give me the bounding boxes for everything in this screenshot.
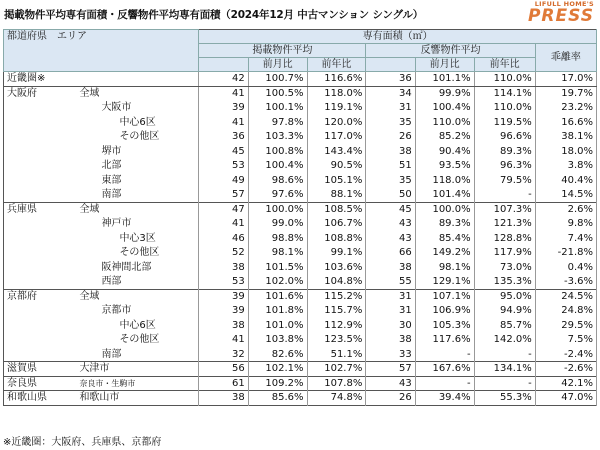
- cell-listed-mom: 100.5%: [248, 86, 307, 101]
- cell-inquiry-area: 36: [366, 72, 415, 87]
- cell-name: 北部: [76, 159, 198, 174]
- cell-inquiry-area: 43: [366, 231, 415, 246]
- cell-inquiry-mom: 85.2%: [415, 130, 474, 145]
- cell-inquiry-yoy: -: [474, 376, 535, 391]
- cell-listed-mom: 100.1%: [248, 101, 307, 116]
- cell-listed-area: 41: [199, 115, 248, 130]
- cell-inquiry-yoy: 121.3%: [474, 217, 535, 232]
- cell-listed-yoy: 108.8%: [307, 231, 366, 246]
- cell-listed-yoy: 106.7%: [307, 217, 366, 232]
- cell-inquiry-mom: 118.0%: [415, 173, 474, 188]
- cell-area: 近畿圏※: [4, 72, 77, 87]
- col-header-listed-mom: 前月比: [248, 58, 307, 72]
- cell-area: [4, 130, 77, 145]
- cell-listed-area: 38: [199, 391, 248, 406]
- cell-inquiry-mom: 85.4%: [415, 231, 474, 246]
- cell-listed-area: 42: [199, 72, 248, 87]
- cell-listed-area: 41: [199, 333, 248, 348]
- cell-inquiry-area: 35: [366, 173, 415, 188]
- cell-inquiry-yoy: 95.0%: [474, 289, 535, 304]
- cell-name: 和歌山市: [76, 391, 198, 406]
- cell-listed-mom: 85.6%: [248, 391, 307, 406]
- col-header-divergence: 乖離率: [535, 44, 596, 72]
- table-row: [4, 333, 597, 348]
- cell-divergence: 14.5%: [535, 188, 596, 203]
- cell-inquiry-area: 38: [366, 260, 415, 275]
- table-row: [4, 231, 597, 246]
- cell-area: 滋賀県: [4, 362, 77, 377]
- cell-inquiry-yoy: 96.3%: [474, 159, 535, 174]
- cell-divergence: 24.5%: [535, 289, 596, 304]
- table-row: [4, 86, 597, 101]
- cell-listed-area: 53: [199, 159, 248, 174]
- cell-inquiry-mom: 101.4%: [415, 188, 474, 203]
- table-row: [4, 217, 597, 232]
- cell-listed-mom: 100.4%: [248, 159, 307, 174]
- cell-inquiry-area: 43: [366, 376, 415, 391]
- cell-listed-mom: 99.0%: [248, 217, 307, 232]
- cell-divergence: -21.8%: [535, 246, 596, 261]
- cell-listed-area: 39: [199, 304, 248, 319]
- cell-inquiry-area: 26: [366, 391, 415, 406]
- area-table: [3, 29, 597, 406]
- cell-inquiry-yoy: 79.5%: [474, 173, 535, 188]
- table-row: [4, 275, 597, 290]
- cell-listed-yoy: 90.5%: [307, 159, 366, 174]
- cell-area: [4, 188, 77, 203]
- cell-listed-mom: 82.6%: [248, 347, 307, 362]
- cell-inquiry-area: 66: [366, 246, 415, 261]
- cell-area: [4, 115, 77, 130]
- cell-listed-yoy: 116.6%: [307, 72, 366, 87]
- cell-name: 大阪市: [76, 101, 198, 116]
- table-row: [4, 101, 597, 116]
- cell-area: [4, 333, 77, 348]
- cell-listed-mom: 101.6%: [248, 289, 307, 304]
- cell-listed-area: 41: [199, 217, 248, 232]
- cell-inquiry-area: 38: [366, 333, 415, 348]
- cell-listed-area: 36: [199, 130, 248, 145]
- table-row: [4, 130, 597, 145]
- cell-inquiry-yoy: 94.9%: [474, 304, 535, 319]
- cell-divergence: 29.5%: [535, 318, 596, 333]
- cell-inquiry-mom: 100.0%: [415, 202, 474, 217]
- cell-inquiry-mom: 100.4%: [415, 101, 474, 116]
- cell-listed-area: 57: [199, 188, 248, 203]
- cell-inquiry-area: 26: [366, 130, 415, 145]
- table-row: [4, 304, 597, 319]
- cell-inquiry-area: 33: [366, 347, 415, 362]
- cell-listed-yoy: 105.1%: [307, 173, 366, 188]
- cell-name: 全域: [76, 289, 198, 304]
- cell-inquiry-area: 34: [366, 86, 415, 101]
- cell-listed-yoy: 117.0%: [307, 130, 366, 145]
- cell-listed-area: 46: [199, 231, 248, 246]
- col-header-inquiry: 反響物件平均: [366, 44, 535, 58]
- cell-inquiry-yoy: 110.0%: [474, 101, 535, 116]
- cell-listed-area: 56: [199, 362, 248, 377]
- cell-inquiry-area: 50: [366, 188, 415, 203]
- cell-inquiry-yoy: 89.3%: [474, 144, 535, 159]
- cell-inquiry-yoy: 117.9%: [474, 246, 535, 261]
- cell-inquiry-area: 31: [366, 101, 415, 116]
- table-row: [4, 391, 597, 406]
- cell-divergence: 47.0%: [535, 391, 596, 406]
- cell-inquiry-mom: 89.3%: [415, 217, 474, 232]
- footnote: ※近畿圏：大阪府、兵庫県、京都府: [3, 437, 162, 448]
- cell-inquiry-yoy: 142.0%: [474, 333, 535, 348]
- cell-area: [4, 275, 77, 290]
- cell-listed-area: 45: [199, 144, 248, 159]
- cell-inquiry-area: 51: [366, 159, 415, 174]
- cell-area: [4, 231, 77, 246]
- table-row: [4, 72, 597, 87]
- cell-name: その他区: [76, 333, 198, 348]
- cell-listed-yoy: 112.9%: [307, 318, 366, 333]
- cell-area: [4, 304, 77, 319]
- cell-inquiry-yoy: -: [474, 188, 535, 203]
- cell-inquiry-yoy: 128.8%: [474, 231, 535, 246]
- cell-listed-mom: 97.8%: [248, 115, 307, 130]
- cell-listed-yoy: 104.8%: [307, 275, 366, 290]
- cell-inquiry-yoy: 135.3%: [474, 275, 535, 290]
- table-row: [4, 376, 597, 391]
- cell-area: [4, 144, 77, 159]
- cell-listed-mom: 101.0%: [248, 318, 307, 333]
- col-header-inquiry-yoy: 前年比: [474, 58, 535, 72]
- cell-area: [4, 101, 77, 116]
- cell-listed-mom: 98.1%: [248, 246, 307, 261]
- cell-listed-area: 61: [199, 376, 248, 391]
- table-row: [4, 246, 597, 261]
- cell-area: 和歌山県: [4, 391, 77, 406]
- cell-inquiry-mom: 99.9%: [415, 86, 474, 101]
- col-header-pref-area: 都道府県 エリア: [4, 30, 199, 72]
- brand-logo: [514, 0, 594, 24]
- cell-inquiry-mom: 167.6%: [415, 362, 474, 377]
- cell-inquiry-yoy: 55.3%: [474, 391, 535, 406]
- cell-listed-mom: 101.5%: [248, 260, 307, 275]
- brand-name: PRESS: [527, 6, 594, 26]
- cell-inquiry-yoy: 134.1%: [474, 362, 535, 377]
- cell-name: 中心6区: [76, 318, 198, 333]
- cell-listed-mom: 101.8%: [248, 304, 307, 319]
- cell-divergence: 16.6%: [535, 115, 596, 130]
- cell-listed-area: 53: [199, 275, 248, 290]
- cell-listed-mom: 103.8%: [248, 333, 307, 348]
- cell-inquiry-mom: 149.2%: [415, 246, 474, 261]
- table-row: [4, 188, 597, 203]
- cell-divergence: 9.8%: [535, 217, 596, 232]
- cell-divergence: 7.5%: [535, 333, 596, 348]
- cell-divergence: 24.8%: [535, 304, 596, 319]
- cell-inquiry-mom: 110.0%: [415, 115, 474, 130]
- cell-inquiry-mom: 39.4%: [415, 391, 474, 406]
- cell-inquiry-yoy: 107.3%: [474, 202, 535, 217]
- cell-listed-area: 41: [199, 86, 248, 101]
- cell-listed-yoy: 103.6%: [307, 260, 366, 275]
- cell-area: [4, 159, 77, 174]
- cell-listed-yoy: 107.8%: [307, 376, 366, 391]
- cell-listed-area: 47: [199, 202, 248, 217]
- cell-listed-mom: 100.0%: [248, 202, 307, 217]
- cell-name: その他区: [76, 246, 198, 261]
- cell-inquiry-mom: -: [415, 347, 474, 362]
- cell-listed-yoy: 115.2%: [307, 289, 366, 304]
- cell-inquiry-yoy: 85.7%: [474, 318, 535, 333]
- cell-inquiry-mom: 117.6%: [415, 333, 474, 348]
- cell-divergence: 40.4%: [535, 173, 596, 188]
- cell-inquiry-area: 30: [366, 318, 415, 333]
- col-header-group: 専有面積（㎡）: [199, 30, 597, 44]
- cell-name: 神戸市: [76, 217, 198, 232]
- cell-listed-yoy: 51.1%: [307, 347, 366, 362]
- table-row: [4, 159, 597, 174]
- table-row: [4, 260, 597, 275]
- cell-divergence: -3.6%: [535, 275, 596, 290]
- cell-inquiry-yoy: 96.6%: [474, 130, 535, 145]
- cell-area: 兵庫県: [4, 202, 77, 217]
- cell-listed-yoy: 99.1%: [307, 246, 366, 261]
- brand-subtitle: LIFULL HOME'S: [534, 0, 594, 8]
- cell-divergence: 18.0%: [535, 144, 596, 159]
- cell-name: その他区: [76, 130, 198, 145]
- cell-inquiry-area: 31: [366, 304, 415, 319]
- cell-listed-yoy: 123.5%: [307, 333, 366, 348]
- table-body: [4, 72, 597, 406]
- cell-divergence: 3.8%: [535, 159, 596, 174]
- cell-inquiry-yoy: -: [474, 347, 535, 362]
- cell-name: 南部: [76, 347, 198, 362]
- cell-listed-mom: 98.8%: [248, 231, 307, 246]
- cell-listed-mom: 98.6%: [248, 173, 307, 188]
- cell-listed-area: 32: [199, 347, 248, 362]
- cell-area: [4, 246, 77, 261]
- cell-inquiry-yoy: 110.0%: [474, 72, 535, 87]
- cell-divergence: 2.6%: [535, 202, 596, 217]
- cell-listed-yoy: 88.1%: [307, 188, 366, 203]
- cell-listed-area: 39: [199, 289, 248, 304]
- cell-inquiry-mom: -: [415, 376, 474, 391]
- cell-listed-yoy: 74.8%: [307, 391, 366, 406]
- cell-name: [76, 72, 198, 87]
- cell-inquiry-area: 35: [366, 115, 415, 130]
- cell-name: 南部: [76, 188, 198, 203]
- cell-inquiry-mom: 106.9%: [415, 304, 474, 319]
- cell-name: 東部: [76, 173, 198, 188]
- page-title: 掲載物件平均専有面積・反響物件平均専有面積（2024年12月 中古マンション シングル）: [4, 9, 424, 21]
- cell-listed-area: 52: [199, 246, 248, 261]
- table-row: [4, 144, 597, 159]
- cell-inquiry-area: 43: [366, 217, 415, 232]
- cell-inquiry-area: 45: [366, 202, 415, 217]
- cell-divergence: 19.7%: [535, 86, 596, 101]
- cell-inquiry-area: 57: [366, 362, 415, 377]
- cell-divergence: 42.1%: [535, 376, 596, 391]
- cell-name: 中心6区: [76, 115, 198, 130]
- cell-listed-mom: 102.1%: [248, 362, 307, 377]
- col-header-listed-yoy: 前年比: [307, 58, 366, 72]
- cell-inquiry-mom: 90.4%: [415, 144, 474, 159]
- col-header-listed: 掲載物件平均: [199, 44, 366, 58]
- cell-divergence: 0.4%: [535, 260, 596, 275]
- cell-listed-yoy: 102.7%: [307, 362, 366, 377]
- cell-divergence: -2.4%: [535, 347, 596, 362]
- cell-listed-mom: 103.3%: [248, 130, 307, 145]
- cell-listed-mom: 100.7%: [248, 72, 307, 87]
- report-header: [0, 0, 600, 26]
- table-row: [4, 362, 597, 377]
- cell-name: 全域: [76, 86, 198, 101]
- cell-divergence: 23.2%: [535, 101, 596, 116]
- cell-area: [4, 173, 77, 188]
- cell-inquiry-mom: 129.1%: [415, 275, 474, 290]
- cell-name: 奈良市・生駒市: [76, 376, 198, 391]
- table-row: [4, 173, 597, 188]
- cell-name: 阪神間北部: [76, 260, 198, 275]
- cell-divergence: -2.6%: [535, 362, 596, 377]
- cell-listed-area: 39: [199, 101, 248, 116]
- col-header-inquiry-mom: 前月比: [415, 58, 474, 72]
- cell-inquiry-mom: 93.5%: [415, 159, 474, 174]
- cell-inquiry-area: 31: [366, 289, 415, 304]
- col-header-listed-area: [199, 58, 248, 72]
- cell-area: [4, 347, 77, 362]
- cell-area: 京都府: [4, 289, 77, 304]
- cell-listed-mom: 102.0%: [248, 275, 307, 290]
- cell-listed-mom: 97.6%: [248, 188, 307, 203]
- cell-area: 大阪府: [4, 86, 77, 101]
- cell-inquiry-mom: 105.3%: [415, 318, 474, 333]
- cell-listed-yoy: 108.5%: [307, 202, 366, 217]
- table-row: [4, 318, 597, 333]
- cell-area: [4, 318, 77, 333]
- cell-name: 大津市: [76, 362, 198, 377]
- col-header-inquiry-area: [366, 58, 415, 72]
- cell-name: 全域: [76, 202, 198, 217]
- cell-listed-area: 49: [199, 173, 248, 188]
- cell-name: 西部: [76, 275, 198, 290]
- table-row: [4, 347, 597, 362]
- cell-divergence: 7.4%: [535, 231, 596, 246]
- table-row: [4, 289, 597, 304]
- cell-listed-area: 38: [199, 260, 248, 275]
- cell-area: [4, 217, 77, 232]
- cell-inquiry-mom: 98.1%: [415, 260, 474, 275]
- cell-divergence: 38.1%: [535, 130, 596, 145]
- cell-listed-yoy: 143.4%: [307, 144, 366, 159]
- cell-listed-area: 38: [199, 318, 248, 333]
- cell-listed-mom: 100.8%: [248, 144, 307, 159]
- cell-inquiry-mom: 101.1%: [415, 72, 474, 87]
- cell-listed-mom: 109.2%: [248, 376, 307, 391]
- cell-area: 奈良県: [4, 376, 77, 391]
- cell-inquiry-area: 55: [366, 275, 415, 290]
- cell-inquiry-mom: 107.1%: [415, 289, 474, 304]
- table-row: [4, 202, 597, 217]
- cell-inquiry-yoy: 119.5%: [474, 115, 535, 130]
- cell-listed-yoy: 120.0%: [307, 115, 366, 130]
- cell-listed-yoy: 115.7%: [307, 304, 366, 319]
- cell-inquiry-yoy: 73.0%: [474, 260, 535, 275]
- cell-listed-yoy: 118.0%: [307, 86, 366, 101]
- cell-listed-yoy: 119.1%: [307, 101, 366, 116]
- cell-divergence: 17.0%: [535, 72, 596, 87]
- cell-area: [4, 260, 77, 275]
- cell-name: 京都市: [76, 304, 198, 319]
- cell-inquiry-area: 38: [366, 144, 415, 159]
- cell-name: 中心3区: [76, 231, 198, 246]
- cell-name: 堺市: [76, 144, 198, 159]
- cell-inquiry-yoy: 114.1%: [474, 86, 535, 101]
- table-row: [4, 115, 597, 130]
